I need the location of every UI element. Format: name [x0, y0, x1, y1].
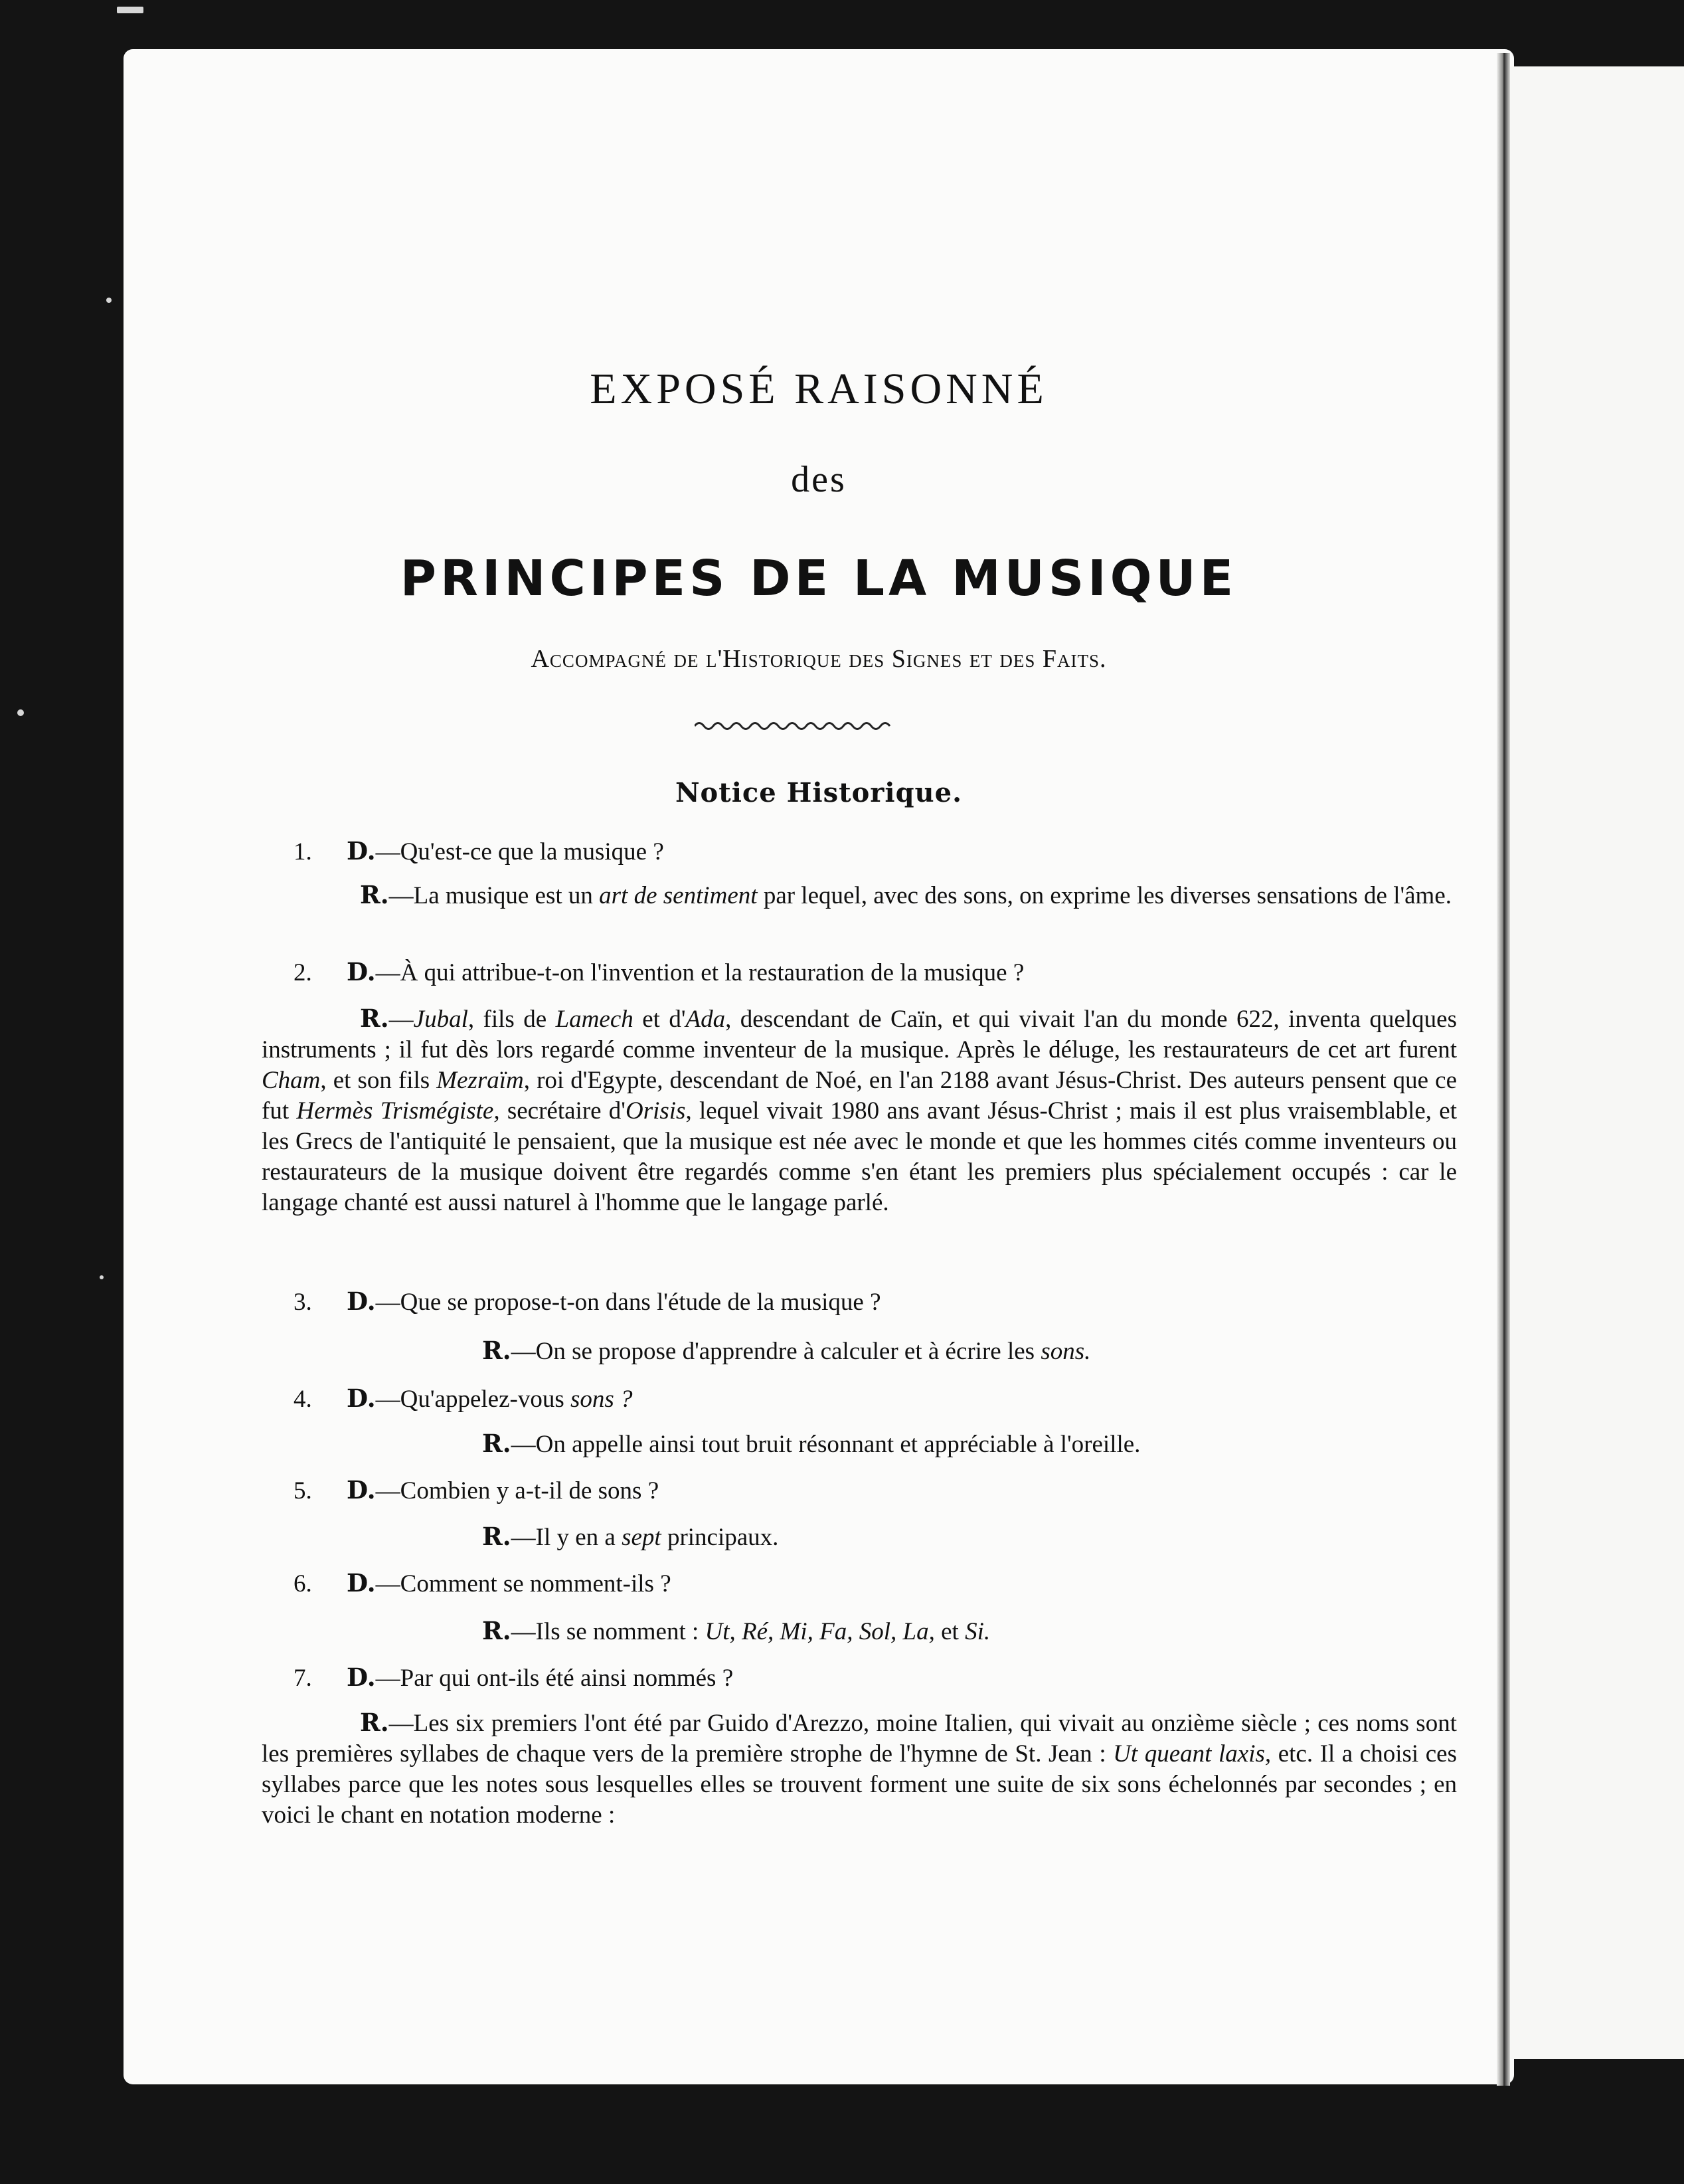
d-label: D. — [347, 1475, 376, 1504]
page-content — [124, 49, 1514, 2084]
d-label: D. — [347, 1384, 376, 1413]
answer-emphasis: Lamech — [555, 1006, 633, 1033]
question-4 — [294, 1383, 633, 1415]
dash: — — [375, 838, 400, 865]
answer-text: , et son fils — [320, 1067, 437, 1094]
adjacent-page — [1502, 66, 1684, 2059]
wave-ornament-icon — [695, 719, 894, 733]
section-title: Notice Historique. — [675, 777, 962, 808]
question-text: Combien y a-t-il de sons ? — [400, 1477, 659, 1504]
subtitle: Accompagné de l'Historique des Signes et des Faits. — [531, 645, 1107, 673]
question-1 — [294, 836, 664, 867]
question-text: Qu'appelez-vous — [400, 1386, 570, 1413]
answer-text: La musique est un — [413, 882, 600, 909]
question-5 — [294, 1475, 659, 1506]
answer-emphasis: Jubal — [413, 1006, 468, 1033]
answer-text: On se propose d'apprendre à calculer et à écrire les — [535, 1338, 1041, 1365]
answer-emphasis: Mezraïm — [436, 1067, 524, 1094]
answer-emphasis: Orisis — [625, 1097, 686, 1125]
answer-emphasis: sept — [622, 1524, 661, 1551]
r-label: R. — [482, 1616, 511, 1645]
dash: — — [375, 1386, 400, 1413]
answer-text: , fils de — [467, 1006, 556, 1033]
answer-emphasis: Ada — [685, 1006, 726, 1033]
question-3 — [294, 1286, 881, 1318]
answer-text: principaux. — [661, 1524, 779, 1551]
r-label: R. — [482, 1522, 511, 1551]
dash: — — [375, 1570, 400, 1597]
dash: — — [511, 1524, 536, 1551]
dash: — — [388, 1006, 414, 1033]
scan-speck — [17, 709, 24, 716]
dash: — — [388, 1710, 414, 1737]
r-label: R. — [360, 1708, 389, 1737]
answer-1 — [262, 879, 1457, 911]
r-label: R. — [360, 1004, 389, 1033]
d-label: D. — [347, 1568, 376, 1597]
dash: — — [511, 1618, 536, 1645]
question-number: 6. — [294, 1570, 312, 1597]
answer-5 — [482, 1521, 778, 1553]
question-text: Comment se nomment-ils ? — [400, 1570, 671, 1597]
answer-7 — [262, 1707, 1457, 1831]
question-number: 5. — [294, 1477, 312, 1504]
question-number: 2. — [294, 959, 312, 986]
question-number: 3. — [294, 1289, 312, 1316]
question-6 — [294, 1568, 671, 1599]
question-text: À qui attribue-t-on l'invention et la restauration de la musique ? — [400, 959, 1025, 986]
answer-emphasis: Ut, Ré, Mi, Fa, Sol, La, — [705, 1618, 935, 1645]
title-des: des — [791, 459, 847, 500]
answer-text: secrétaire d' — [499, 1097, 626, 1125]
answer-2 — [262, 1003, 1457, 1218]
answer-emphasis: art de sentiment — [599, 882, 758, 909]
answer-3 — [482, 1335, 1090, 1367]
answer-emphasis: Hermès Trismégiste, — [296, 1097, 500, 1125]
answer-text: Il y en a — [535, 1524, 622, 1551]
answer-text: On appelle ainsi tout bruit résonnant et appréciable à l'oreille. — [535, 1431, 1141, 1458]
page-gutter — [1497, 53, 1510, 2086]
r-label: R. — [360, 880, 389, 909]
answer-emphasis: Ut queant laxis, — [1113, 1740, 1272, 1768]
question-text: Qu'est-ce que la musique ? — [400, 838, 664, 865]
dash: — — [511, 1338, 536, 1365]
d-label: D. — [347, 836, 376, 865]
answer-text: etc. Il a choisi ces syllabes parce que les notes sous lesquelles elles se trouvent forment une suite de six sons échelonnés par secondes ; en voici le chant en notation moderne : — [262, 1740, 1457, 1829]
answer-emphasis: Si. — [965, 1618, 991, 1645]
scan-speck — [106, 298, 112, 303]
answer-text: par lequel, avec des sons, on exprime les diverses sensations de l'âme. — [757, 882, 1452, 909]
answer-emphasis: sons. — [1041, 1338, 1091, 1365]
d-label: D. — [347, 957, 376, 986]
question-number: 4. — [294, 1386, 312, 1413]
dash: — — [375, 1289, 400, 1316]
question-number: 1. — [294, 838, 312, 865]
title-main: EXPOSÉ RAISONNÉ — [590, 365, 1048, 413]
document-page — [124, 49, 1514, 2084]
r-label: R. — [482, 1336, 511, 1365]
question-7 — [294, 1662, 733, 1694]
answer-text: , lequel vivait 1980 ans avant Jésus-Christ ; mais il est plus vraisemblable, et les Grecs de l'antiquité le pensaient, que la musique est née avec le monde et que les hommes cités comme inventeurs ou restaurateurs de la musique doivent être regardés comme s'en étant les premiers plus spécialement occupés : car le langage chanté est aussi naturel à l'homme que le langage parlé. — [262, 1097, 1457, 1216]
question-number: 7. — [294, 1665, 312, 1692]
question-text: Que se propose-t-on dans l'étude de la musique ? — [400, 1289, 881, 1316]
dash: — — [375, 959, 400, 986]
answer-text: , roi d'Egypte, descendant de Noé, en l'an 2188 avant Jésus-Christ. Des auteurs pensent que ce fut — [262, 1067, 1457, 1125]
r-label: R. — [482, 1429, 511, 1458]
answer-4 — [482, 1428, 1140, 1460]
question-2 — [294, 956, 1024, 988]
answer-text: et — [934, 1618, 966, 1645]
answer-6 — [482, 1615, 990, 1647]
dash: — — [375, 1477, 400, 1504]
d-label: D. — [347, 1663, 376, 1692]
dash: — — [388, 882, 414, 909]
answer-text: Les six premiers l'ont été par Guido d'Arezzo, moine Italien, qui vivait au onzième siècle ; ces noms sont les premières syllabes de chaque vers de la première strophe de l'hymne de St. Jean : — [262, 1710, 1457, 1768]
answer-text: Ils se nomment : — [535, 1618, 705, 1645]
answer-emphasis: Cham — [262, 1067, 321, 1094]
dash: — — [511, 1431, 536, 1458]
question-emphasis: sons ? — [570, 1386, 633, 1413]
d-label: D. — [347, 1287, 376, 1316]
answer-text: et d' — [633, 1006, 686, 1033]
scan-speck — [117, 7, 143, 13]
title-principes: PRINCIPES DE LA MUSIQUE — [400, 550, 1238, 607]
question-text: Par qui ont-ils été ainsi nommés ? — [400, 1665, 734, 1692]
dash: — — [375, 1665, 400, 1692]
scan-speck — [100, 1275, 104, 1279]
answer-text: , descendant de Caïn, et qui vivait l'an du monde 622, inventa quelques instruments ; il fut dès lors regardé comme inventeur de la musique. Après le déluge, les restaurateurs de cet art furent — [262, 1006, 1458, 1063]
